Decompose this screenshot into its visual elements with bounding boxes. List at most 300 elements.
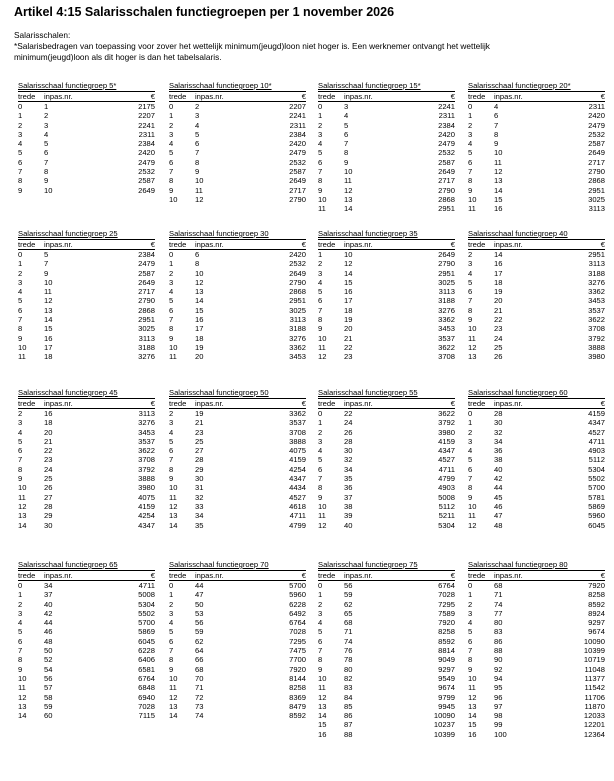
cell-salary: 3537 — [588, 305, 605, 315]
table-row — [318, 409, 455, 418]
cell-inpas: 34 — [44, 581, 53, 590]
cell-trede: 5 — [169, 296, 174, 306]
cell-salary: 4527 — [588, 427, 605, 437]
cell-trede: 2 — [18, 409, 23, 418]
cell-inpas: 28 — [494, 409, 503, 418]
cell-salary: 2241 — [138, 120, 155, 130]
cell-inpas: 7 — [195, 148, 200, 158]
cell-inpas: 13 — [44, 305, 53, 315]
cell-trede: 6 — [318, 157, 323, 167]
cell-salary: 4711 — [289, 511, 306, 521]
cell-inpas: 5 — [195, 129, 200, 139]
cell-salary: 2868 — [289, 287, 306, 297]
table-row — [169, 609, 306, 618]
salary-scale-table — [318, 388, 455, 530]
cell-inpas: 7 — [44, 259, 49, 269]
cell-inpas: 23 — [344, 352, 353, 362]
cell-salary: 2311 — [289, 120, 306, 130]
intro-line: Salarisschalen: — [14, 30, 71, 40]
table-row — [18, 693, 155, 702]
cell-trede: 10 — [18, 342, 27, 352]
cell-trede: 6 — [169, 305, 174, 315]
cell-salary: 2532 — [438, 148, 455, 158]
table-row — [18, 278, 155, 287]
cell-trede: 14 — [169, 711, 178, 721]
table-row — [318, 455, 455, 464]
table-row — [318, 306, 455, 315]
cell-trede: 1 — [169, 259, 174, 269]
cell-salary: 3453 — [438, 324, 455, 334]
cell-trede: 6 — [468, 636, 473, 646]
cell-salary: 2384 — [438, 120, 455, 130]
cell-trede: 4 — [318, 446, 323, 456]
cell-trede: 4 — [169, 427, 174, 437]
cell-inpas: 56 — [44, 673, 53, 683]
table-row — [18, 437, 155, 446]
header-trede: trede — [318, 571, 336, 580]
cell-trede: 6 — [18, 305, 23, 315]
cell-inpas: 56 — [195, 618, 204, 628]
cell-inpas: 21 — [344, 333, 353, 343]
cell-salary: 2532 — [588, 129, 605, 139]
cell-trede: 5 — [468, 455, 473, 465]
cell-inpas: 16 — [44, 333, 53, 343]
table-row — [169, 259, 306, 268]
cell-trede: 5 — [169, 436, 174, 446]
table-row — [468, 148, 605, 157]
table-row — [169, 455, 306, 464]
cell-salary: 9674 — [588, 627, 605, 637]
cell-inpas: 23 — [44, 455, 53, 465]
cell-salary: 3276 — [588, 277, 605, 287]
table-row — [18, 465, 155, 474]
cell-inpas: 12 — [494, 167, 503, 177]
cell-salary: 2479 — [438, 139, 455, 149]
cell-trede: 15 — [318, 720, 327, 730]
intro-text — [14, 30, 604, 63]
table-row — [468, 683, 605, 692]
cell-inpas: 44 — [44, 618, 53, 628]
table-row — [18, 176, 155, 185]
table-row — [169, 195, 306, 204]
cell-salary: 3453 — [588, 296, 605, 306]
table-row — [169, 269, 306, 278]
cell-salary: 3453 — [138, 427, 155, 437]
cell-trede: 3 — [169, 608, 174, 618]
cell-inpas: 6 — [344, 129, 349, 139]
cell-salary: 3980 — [138, 483, 155, 493]
table-header — [468, 239, 605, 250]
table-row — [318, 130, 455, 139]
table-row — [318, 711, 455, 720]
cell-salary: 4711 — [588, 436, 605, 446]
table-row — [318, 702, 455, 711]
cell-inpas: 17 — [344, 296, 353, 306]
header-trede: trede — [468, 240, 486, 249]
cell-salary: 3362 — [289, 342, 306, 352]
cell-inpas: 33 — [195, 501, 204, 511]
cell-inpas: 6 — [195, 139, 200, 149]
table-row — [318, 102, 455, 111]
cell-trede: 3 — [18, 277, 23, 287]
table-row — [318, 287, 455, 296]
cell-inpas: 36 — [344, 483, 353, 493]
table-row — [318, 343, 455, 352]
cell-trede: 10 — [468, 501, 477, 511]
cell-salary: 7028 — [138, 701, 155, 711]
table-row — [18, 121, 155, 130]
cell-salary: 6228 — [138, 646, 155, 656]
cell-salary: 2420 — [438, 129, 455, 139]
cell-trede: 6 — [468, 287, 473, 297]
cell-inpas: 7 — [494, 120, 499, 130]
cell-salary: 2479 — [138, 157, 155, 167]
cell-inpas: 9 — [494, 139, 499, 149]
table-row — [18, 352, 155, 361]
cell-inpas: 8 — [344, 148, 349, 158]
cell-trede: 11 — [18, 352, 26, 362]
header-inpas: inpas.nr. — [44, 399, 73, 408]
cell-trede: 7 — [169, 455, 174, 465]
table-row — [18, 637, 155, 646]
table-header — [169, 91, 306, 102]
table-row — [169, 581, 306, 590]
cell-inpas: 68 — [195, 664, 204, 674]
cell-salary: 2649 — [438, 167, 455, 177]
cell-trede: 9 — [468, 664, 473, 674]
cell-trede: 1 — [468, 418, 473, 428]
cell-inpas: 86 — [344, 711, 353, 721]
cell-inpas: 25 — [195, 436, 204, 446]
cell-inpas: 70 — [195, 673, 204, 683]
table-title: Salarisschaal functiegroep 30 — [169, 229, 269, 238]
cell-salary: 3622 — [438, 409, 455, 418]
cell-inpas: 47 — [195, 590, 204, 600]
cell-inpas: 12 — [44, 296, 53, 306]
cell-salary: 7028 — [289, 627, 306, 637]
cell-salary: 9549 — [438, 673, 455, 683]
table-row — [468, 655, 605, 664]
cell-salary: 3188 — [588, 268, 605, 278]
cell-inpas: 19 — [195, 409, 204, 418]
cell-salary: 8479 — [289, 701, 306, 711]
cell-salary: 6848 — [138, 683, 155, 693]
cell-inpas: 12 — [344, 185, 353, 195]
cell-trede: 9 — [318, 324, 323, 334]
cell-salary: 7295 — [289, 636, 306, 646]
table-row — [468, 600, 605, 609]
cell-trede: 11 — [169, 683, 177, 693]
cell-salary: 3025 — [588, 194, 605, 204]
cell-salary: 2384 — [289, 129, 306, 139]
cell-inpas: 6 — [44, 148, 49, 158]
cell-trede: 10 — [318, 501, 327, 511]
cell-inpas: 13 — [344, 194, 353, 204]
cell-trede: 0 — [169, 250, 174, 259]
cell-trede: 15 — [468, 720, 477, 730]
cell-salary: 6764 — [138, 673, 155, 683]
cell-inpas: 46 — [494, 501, 503, 511]
header-euro: € — [301, 399, 306, 408]
salary-scale-table — [169, 229, 306, 362]
cell-salary: 2587 — [138, 176, 155, 186]
cell-salary: 2951 — [438, 204, 455, 214]
cell-inpas: 17 — [494, 268, 503, 278]
table-title: Salarisschaal functiegroep 75 — [318, 560, 418, 569]
cell-inpas: 35 — [344, 474, 353, 484]
cell-trede: 14 — [318, 711, 327, 721]
table-row — [169, 446, 306, 455]
cell-salary: 11377 — [584, 673, 605, 683]
cell-trede: 7 — [318, 305, 323, 315]
cell-salary: 6228 — [289, 599, 306, 609]
cell-trede: 9 — [169, 664, 174, 674]
cell-inpas: 20 — [494, 296, 503, 306]
cell-trede: 8 — [169, 464, 174, 474]
cell-inpas: 11 — [344, 176, 352, 186]
cell-inpas: 11 — [195, 185, 203, 195]
cell-inpas: 42 — [494, 474, 503, 484]
cell-inpas: 16 — [494, 259, 503, 269]
cell-salary: 3622 — [438, 342, 455, 352]
cell-trede: 8 — [468, 305, 473, 315]
cell-salary: 3276 — [289, 333, 306, 343]
cell-inpas: 19 — [494, 287, 503, 297]
cell-inpas: 21 — [195, 418, 204, 428]
table-row — [468, 637, 605, 646]
cell-salary: 8369 — [289, 692, 306, 702]
cell-inpas: 48 — [44, 636, 53, 646]
cell-inpas: 25 — [494, 342, 503, 352]
cell-inpas: 20 — [344, 324, 353, 334]
cell-trede: 4 — [468, 139, 473, 149]
table-row — [468, 287, 605, 296]
cell-trede: 12 — [318, 352, 327, 362]
table-row — [169, 343, 306, 352]
cell-inpas: 35 — [195, 520, 204, 530]
table-row — [318, 334, 455, 343]
cell-inpas: 29 — [44, 511, 53, 521]
header-trede: trede — [468, 399, 486, 408]
cell-inpas: 26 — [44, 483, 53, 493]
table-row — [18, 581, 155, 590]
cell-salary: 8258 — [289, 683, 306, 693]
cell-inpas: 8 — [195, 157, 200, 167]
table-row — [169, 521, 306, 530]
cell-trede: 8 — [18, 464, 23, 474]
cell-inpas: 58 — [44, 692, 53, 702]
cell-inpas: 10 — [44, 277, 53, 287]
cell-inpas: 54 — [44, 664, 53, 674]
cell-salary: 2311 — [438, 111, 455, 121]
cell-trede: 12 — [18, 501, 27, 511]
cell-salary: 2717 — [289, 185, 306, 195]
cell-salary: 5112 — [438, 501, 455, 511]
cell-inpas: 29 — [195, 464, 204, 474]
cell-trede: 4 — [169, 139, 174, 149]
table-row — [18, 665, 155, 674]
cell-trede: 5 — [318, 455, 323, 465]
table-row — [318, 465, 455, 474]
table-row — [169, 102, 306, 111]
table-row — [318, 121, 455, 130]
cell-inpas: 13 — [195, 287, 204, 297]
header-euro: € — [150, 240, 155, 249]
table-row — [468, 121, 605, 130]
cell-trede: 2 — [318, 259, 323, 269]
cell-trede: 11 — [468, 333, 476, 343]
header-euro: € — [301, 571, 306, 580]
table-row — [468, 711, 605, 720]
cell-inpas: 15 — [494, 194, 503, 204]
table-title: Salarisschaal functiegroep 20* — [468, 81, 571, 90]
cell-trede: 5 — [318, 627, 323, 637]
cell-trede: 4 — [18, 139, 23, 149]
cell-inpas: 8 — [494, 129, 499, 139]
cell-salary: 3362 — [438, 315, 455, 325]
header-euro: € — [450, 399, 455, 408]
cell-inpas: 19 — [195, 342, 204, 352]
cell-trede: 7 — [468, 167, 473, 177]
cell-trede: 10 — [318, 673, 327, 683]
cell-trede: 1 — [318, 250, 323, 259]
cell-trede: 2 — [169, 268, 174, 278]
cell-salary: 3453 — [289, 352, 306, 362]
cell-salary: 2241 — [438, 102, 455, 111]
cell-inpas: 26 — [494, 352, 503, 362]
table-header — [318, 91, 455, 102]
cell-salary: 5502 — [588, 474, 605, 484]
cell-salary: 3980 — [438, 427, 455, 437]
cell-trede: 10 — [468, 673, 477, 683]
cell-inpas: 26 — [344, 427, 353, 437]
table-row — [169, 627, 306, 636]
cell-salary: 7295 — [438, 599, 455, 609]
table-title: Salarisschaal functiegroep 80 — [468, 560, 568, 569]
cell-salary: 2207 — [289, 102, 306, 111]
table-row — [18, 324, 155, 333]
cell-inpas: 100 — [494, 729, 507, 739]
cell-salary: 9049 — [438, 655, 455, 665]
cell-salary: 7589 — [438, 608, 455, 618]
cell-trede: 8 — [169, 655, 174, 665]
header-inpas: inpas.nr. — [344, 399, 373, 408]
salary-scale-table — [169, 388, 306, 530]
cell-trede: 2 — [468, 427, 473, 437]
cell-salary: 7920 — [289, 664, 306, 674]
cell-inpas: 21 — [44, 436, 53, 446]
cell-trede: 6 — [18, 636, 23, 646]
cell-inpas: 18 — [195, 333, 204, 343]
cell-inpas: 16 — [44, 409, 53, 418]
cell-salary: 2951 — [438, 268, 455, 278]
cell-salary: 6045 — [588, 520, 605, 530]
cell-trede: 5 — [18, 436, 23, 446]
table-row — [468, 446, 605, 455]
cell-trede: 1 — [318, 418, 323, 428]
header-euro: € — [150, 92, 155, 101]
cell-salary: 8144 — [289, 673, 306, 683]
salary-scale-table — [169, 81, 306, 204]
cell-trede: 4 — [468, 618, 473, 628]
cell-inpas: 10 — [44, 185, 53, 195]
cell-trede: 8 — [318, 315, 323, 325]
table-row — [169, 111, 306, 120]
cell-inpas: 18 — [44, 352, 53, 362]
table-row — [468, 186, 605, 195]
cell-inpas: 2 — [44, 111, 49, 121]
table-row — [18, 455, 155, 464]
cell-trede: 7 — [18, 455, 23, 465]
table-row — [468, 343, 605, 352]
table-row — [468, 418, 605, 427]
header-trede: trede — [18, 240, 36, 249]
table-row — [18, 250, 155, 259]
cell-salary: 5700 — [289, 581, 306, 590]
cell-trede: 3 — [318, 129, 323, 139]
cell-trede: 2 — [18, 268, 23, 278]
cell-salary: 2790 — [138, 296, 155, 306]
cell-trede: 16 — [468, 729, 477, 739]
cell-inpas: 77 — [494, 608, 503, 618]
cell-trede: 1 — [318, 590, 323, 600]
cell-trede: 7 — [169, 167, 174, 177]
cell-inpas: 32 — [344, 455, 353, 465]
table-row — [18, 296, 155, 305]
salary-scale-table — [18, 560, 155, 720]
cell-salary: 9799 — [438, 692, 455, 702]
table-row — [468, 702, 605, 711]
cell-inpas: 22 — [494, 315, 503, 325]
table-row — [169, 465, 306, 474]
cell-trede: 11 — [318, 683, 326, 693]
table-row — [468, 278, 605, 287]
cell-inpas: 30 — [195, 474, 204, 484]
table-row — [468, 428, 605, 437]
cell-salary: 7028 — [438, 590, 455, 600]
table-title: Salarisschaal functiegroep 10* — [169, 81, 272, 90]
table-row — [318, 627, 455, 636]
cell-salary: 4159 — [438, 436, 455, 446]
cell-trede: 11 — [18, 492, 26, 502]
header-trede: trede — [318, 92, 336, 101]
table-row — [318, 609, 455, 618]
cell-inpas: 71 — [195, 683, 204, 693]
cell-inpas: 40 — [44, 599, 53, 609]
cell-salary: 2479 — [138, 259, 155, 269]
table-row — [169, 711, 306, 720]
table-row — [169, 315, 306, 324]
header-inpas: inpas.nr. — [195, 399, 224, 408]
cell-trede: 8 — [18, 655, 23, 665]
table-row — [468, 111, 605, 120]
cell-inpas: 22 — [44, 446, 53, 456]
salary-scale-table — [18, 229, 155, 362]
cell-trede: 10 — [169, 673, 178, 683]
cell-trede: 5 — [318, 148, 323, 158]
cell-salary: 5700 — [588, 483, 605, 493]
cell-trede: 7 — [468, 474, 473, 484]
cell-inpas: 22 — [344, 342, 353, 352]
cell-inpas: 24 — [344, 418, 353, 428]
table-row — [169, 306, 306, 315]
cell-salary: 9297 — [588, 618, 605, 628]
table-row — [468, 474, 605, 483]
header-inpas: inpas.nr. — [195, 571, 224, 580]
page-title: Artikel 4:15 Salarisschalen functiegroepen per 1 november 2026 — [14, 5, 395, 19]
cell-inpas: 28 — [44, 501, 53, 511]
table-row — [169, 148, 306, 157]
